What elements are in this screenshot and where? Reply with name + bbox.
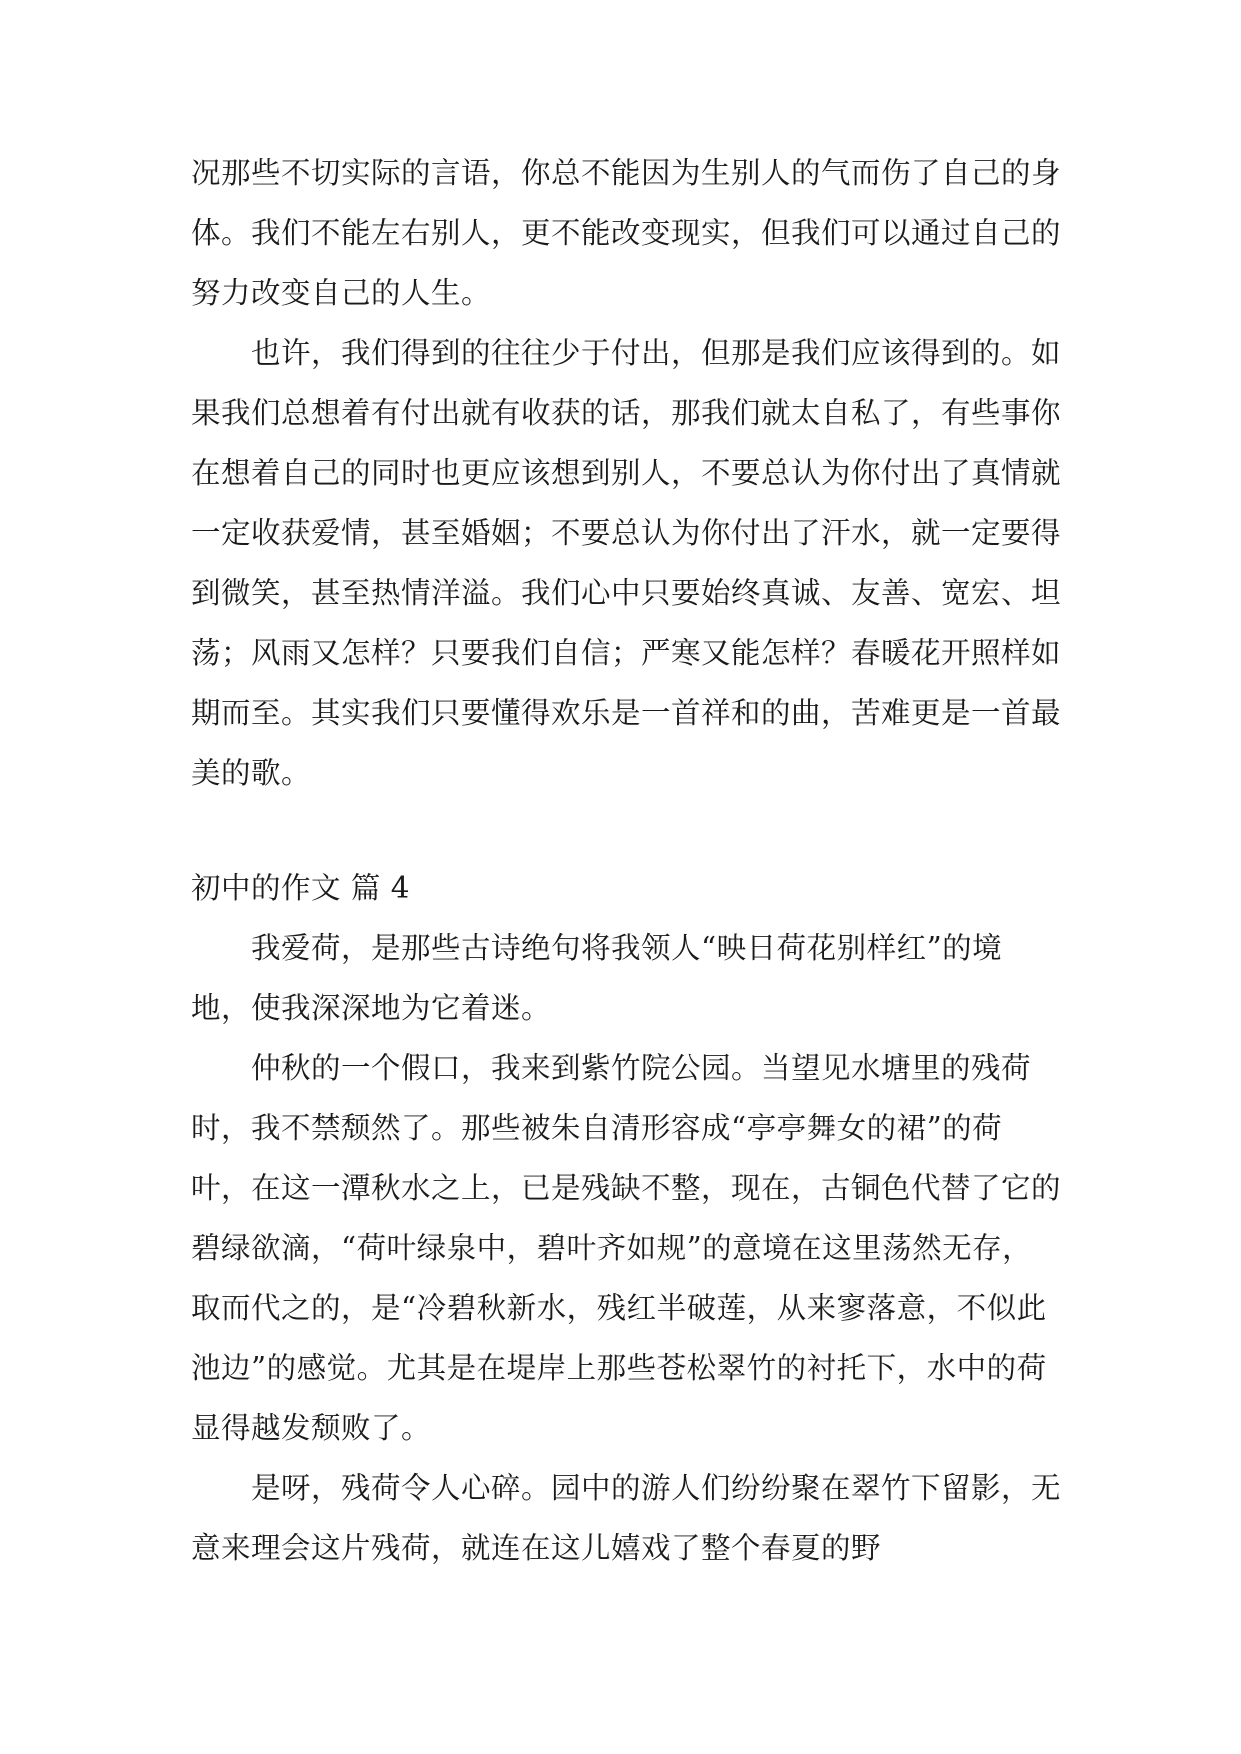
bottom-text-block [191, 918, 1061, 1578]
section-heading: 初中的作文 篇 4 [191, 871, 411, 905]
paragraph: 我爱荷，是那些古诗绝句将我领人“映日荷花别样红”的境地，使我深深地为它着迷。 [191, 931, 1003, 1025]
top-text-block [191, 143, 1061, 803]
paragraph: 仲秋的一个假口，我来到紫竹院公园。当望见水塘里的残荷时，我不禁颓然了。那些被朱自清形容成“亭亭舞女的裙”的荷叶，在这一潭秋水之上，已是残缺不整，现在，古铜色代替了它的碧绿欲滴，“荷叶绿泉中，碧叶齐如规”的意境在这里荡然无存，取而代之的，是“冷碧秋新水，残红半破莲，从来寥落意，不似此池边”的感觉。尤其是在堤岸上那些苍松翠竹的衬托下，水中的荷显得越发颓败了。 [191, 1051, 1062, 1445]
paragraph: 是呀，残荷令人心碎。园中的游人们纷纷聚在翠竹下留影，无意来理会这片残荷，就连在这儿嬉戏了整个春夏的野 [191, 1471, 1062, 1565]
paragraph: 也许，我们得到的往往少于付出，但那是我们应该得到的。如果我们总想着有付出就有收获的话，那我们就太自私了，有些事你在想着自己的同时也更应该想到别人，不要总认为你付出了真情就一定收获爱情，甚至婚姻；不要总认为你付出了汗水，就一定要得到微笑，甚至热情洋溢。我们心中只要始终真诚、友善、宽宏、坦荡；风雨又怎样？只要我们自信；严寒又能怎样？春暖花开照样如期而至。其实我们只要懂得欢乐是一首祥和的曲，苦难更是一首最美的歌。 [191, 336, 1062, 790]
paragraph-continued: 况那些不切实际的言语，你总不能因为生别人的气而伤了自己的身体。我们不能左右别人，更不能改变现实，但我们可以通过自己的努力改变自己的人生。 [191, 156, 1062, 310]
